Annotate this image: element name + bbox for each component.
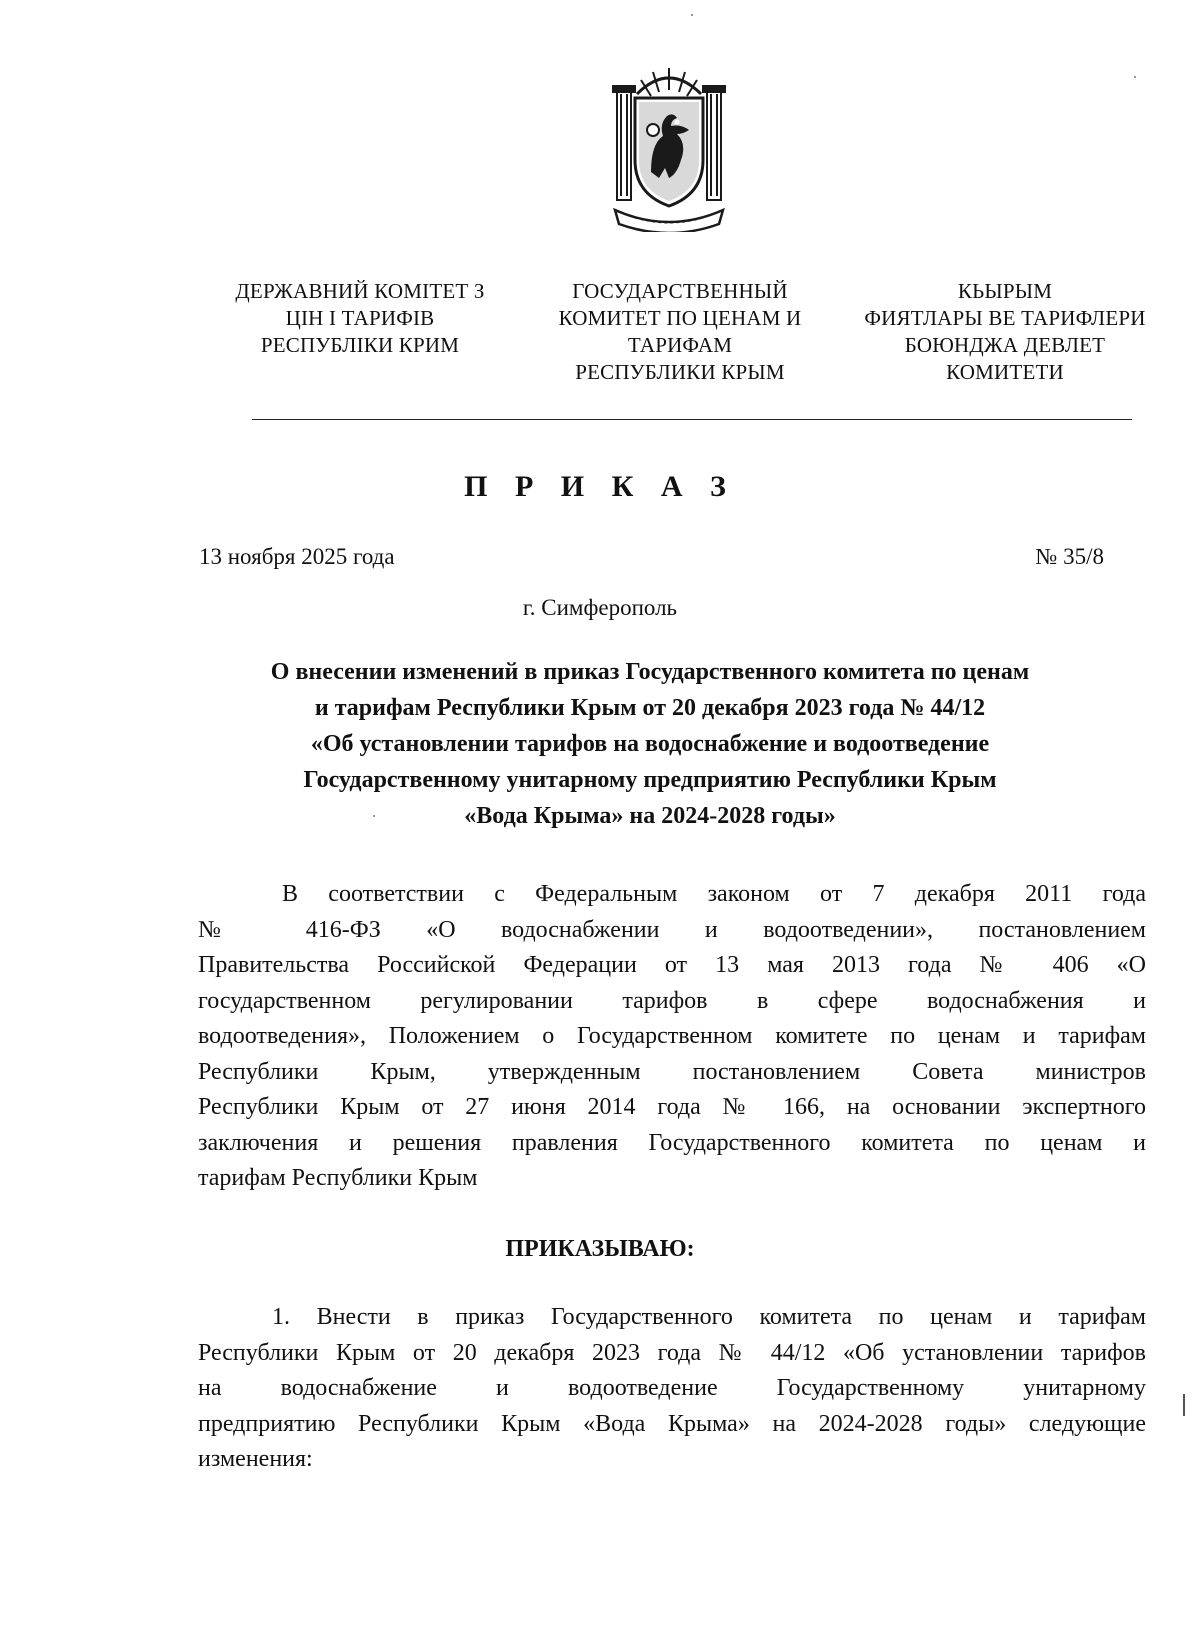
org-ru-line: ГОСУДАРСТВЕННЫЙ	[572, 279, 788, 303]
scan-speck	[373, 815, 375, 817]
document-city: г. Симферополь	[522, 595, 678, 620]
preamble-line: Республики Крым от 27 июня 2014 года № 166, на основании экспертного	[198, 1094, 1146, 1120]
scan-margin-mark	[1183, 1394, 1185, 1416]
org-ua-line: ДЕРЖАВНИЙ КОМІТЕТ З	[235, 279, 485, 303]
item-line: предприятию Республики Крым «Вода Крыма» на 2024-2028 годы» следующие	[198, 1410, 1146, 1437]
order-item-1	[198, 1300, 1146, 1478]
preamble-paragraph	[198, 877, 1146, 1197]
scan-speck	[1134, 76, 1136, 78]
org-name-ukrainian	[210, 278, 510, 359]
org-ru-line: РЕСПУБЛИКИ КРЫМ	[575, 360, 785, 384]
org-name-crimean-tatar	[845, 278, 1165, 386]
preamble-line: № 416-ФЗ «О водоснабжении и водоотведении», постановлением	[198, 916, 1146, 943]
org-ru-line: ТАРИФАМ	[627, 333, 733, 357]
subject-line: О внесении изменений в приказ Государственного комитета по ценам	[270, 659, 1030, 685]
item-line: изменения:	[198, 1446, 313, 1472]
preamble-line: государственном регулировании тарифов в сфере водоснабжения и	[198, 987, 1146, 1014]
preamble-line: водоотведения», Положением о Государственном комитете по ценам и тарифам	[198, 1023, 1146, 1049]
org-name-russian	[530, 278, 830, 386]
org-ua-line: ЦІН І ТАРИФІВ	[285, 306, 435, 330]
org-crh-line: БОЮНДЖА ДЕВЛЕТ	[904, 333, 1106, 357]
org-ua-line: РЕСПУБЛІКИ КРИМ	[260, 333, 460, 357]
item-line: 1. Внести в приказ Государственного комитета по ценам и тарифам	[272, 1304, 1146, 1330]
preamble-line: заключения и решения правления Государственного комитета по ценам и	[198, 1129, 1146, 1156]
preamble-line: В соответствии с Федеральным законом от 7 декабря 2011 года	[282, 881, 1146, 907]
subject-line: и тарифам Республики Крым от 20 декабря 2023 года № 44/12	[314, 695, 986, 721]
preamble-line: Правительства Российской Федерации от 13 мая 2013 года № 406 «О	[198, 952, 1146, 978]
document-subject	[200, 654, 1100, 834]
org-crh-line: КОМИТЕТИ	[946, 360, 1064, 384]
subject-line: «Об установлении тарифов на водоснабжение и водоотведение	[310, 731, 990, 757]
preamble-line: тарифам Республики Крым	[198, 1165, 478, 1191]
document-date: 13 ноября 2025 года	[199, 544, 395, 569]
org-ru-line: КОМИТЕТ ПО ЦЕНАМ И	[558, 306, 802, 330]
subject-line: Государственному унитарному предприятию Республики Крым	[303, 767, 997, 793]
org-crh-line: КЬЫРЫМ	[957, 279, 1053, 303]
preamble-line: Республики Крым, утвержденным постановлением Совета министров	[198, 1058, 1146, 1085]
org-crh-line: ФИЯТЛАРЫ ВЕ ТАРИФЛЕРИ	[864, 306, 1146, 330]
header-divider	[252, 419, 1132, 420]
scan-speck	[691, 14, 693, 16]
item-line: Республики Крым от 20 декабря 2023 года № 44/12 «Об установлении тарифов	[198, 1339, 1146, 1366]
crimea-coat-of-arms-icon	[607, 64, 731, 232]
item-line: на водоснабжение и водоотведение Государственному унитарному	[198, 1375, 1146, 1401]
document-number: № 35/8	[1035, 544, 1104, 569]
document-title: П Р И К А З	[464, 470, 736, 503]
order-heading: ПРИКАЗЫВАЮ:	[505, 1236, 695, 1262]
subject-line: «Вода Крыма» на 2024-2028 годы»	[464, 803, 836, 829]
